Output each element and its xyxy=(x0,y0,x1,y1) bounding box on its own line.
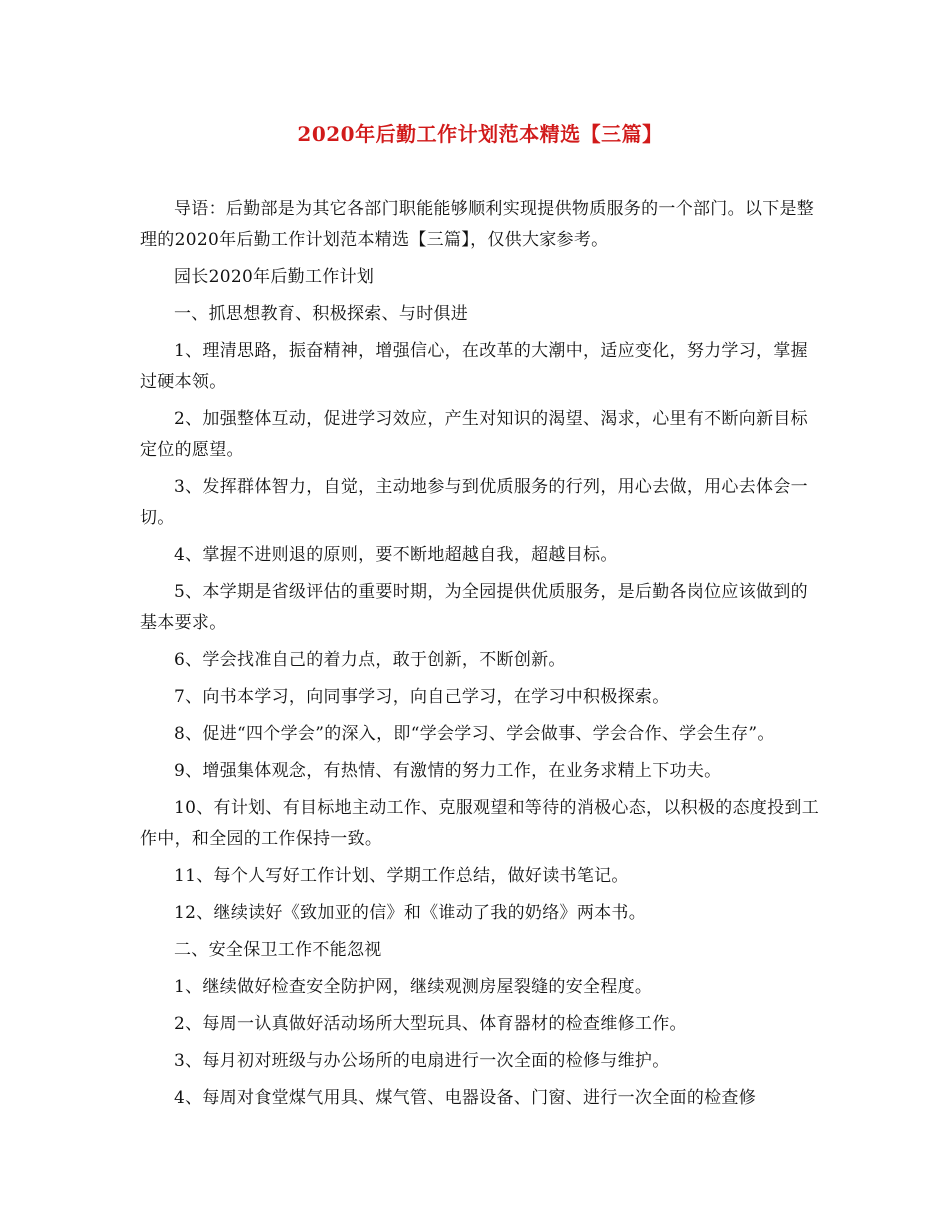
list-item: 10、有计划、有目标地主动工作、克服观望和等待的消极心态，以积极的态度投到工作中，和全园的工作保持一致。 xyxy=(140,798,820,849)
list-item: 8、促进“四个学会”的深入，即“学会学习、学会做事、学会合作、学会生存”。 xyxy=(174,724,775,744)
list-item: 9、增强集体观念，有热情、有激情的努力工作，在业务求精上下功夫。 xyxy=(174,761,722,781)
list-item: 1、继续做好检查安全防护网，继续观测房屋裂缝的安全程度。 xyxy=(174,977,653,997)
document-page xyxy=(140,120,820,1120)
list-item: 5、本学期是省级评估的重要时期，为全园提供优质服务，是后勤各岗位应该做到的基本要求。 xyxy=(140,582,808,633)
list-item: 6、学会找准自己的着力点，敢于创新，不断创新。 xyxy=(174,650,566,670)
list-item: 4、每周对食堂煤气用具、煤气管、电器设备、门窗、进行一次全面的检查修 xyxy=(174,1088,757,1108)
list-item: 12、继续读好《致加亚的信》和《谁动了我的奶络》两本书。 xyxy=(174,903,647,923)
list-item: 1、理清思路，振奋精神，增强信心，在改革的大潮中，适应变化，努力学习，掌握过硬本领。 xyxy=(140,341,808,392)
list-item: 11、每个人写好工作计划、学期工作总结，做好读书笔记。 xyxy=(174,866,629,886)
list-item: 2、加强整体互动，促进学习效应，产生对知识的渴望、渴求，心里有不断向新目标定位的愿望。 xyxy=(140,409,808,460)
list-item: 2、每周一认真做好活动场所大型玩具、体育器材的检查维修工作。 xyxy=(174,1014,687,1034)
intro-paragraph: 导语：后勤部是为其它各部门职能能够顺利实现提供物质服务的一个部门。以下是整理的2020年后勤工作计划范本精选【三篇】，仅供大家参考。 xyxy=(140,199,815,250)
section-heading: 园长2020年后勤工作计划 xyxy=(174,267,375,287)
list-item: 3、发挥群体智力，自觉，主动地参与到优质服务的行列，用心去做，用心去体会一切。 xyxy=(140,477,808,528)
list-item: 7、向书本学习，向同事学习，向自己学习，在学习中积极探索。 xyxy=(174,687,670,707)
subsection-heading: 二、安全保卫工作不能忽视 xyxy=(174,940,382,960)
subsection-heading: 一、抓思想教育、积极探索、与时俱进 xyxy=(174,304,469,324)
list-item: 3、每月初对班级与办公场所的电扇进行一次全面的检修与维护。 xyxy=(174,1051,670,1071)
document-title: 2020年后勤工作计划范本精选【三篇】 xyxy=(297,122,663,146)
list-item: 4、掌握不进则退的原则，要不断地超越自我，超越目标。 xyxy=(174,545,618,565)
